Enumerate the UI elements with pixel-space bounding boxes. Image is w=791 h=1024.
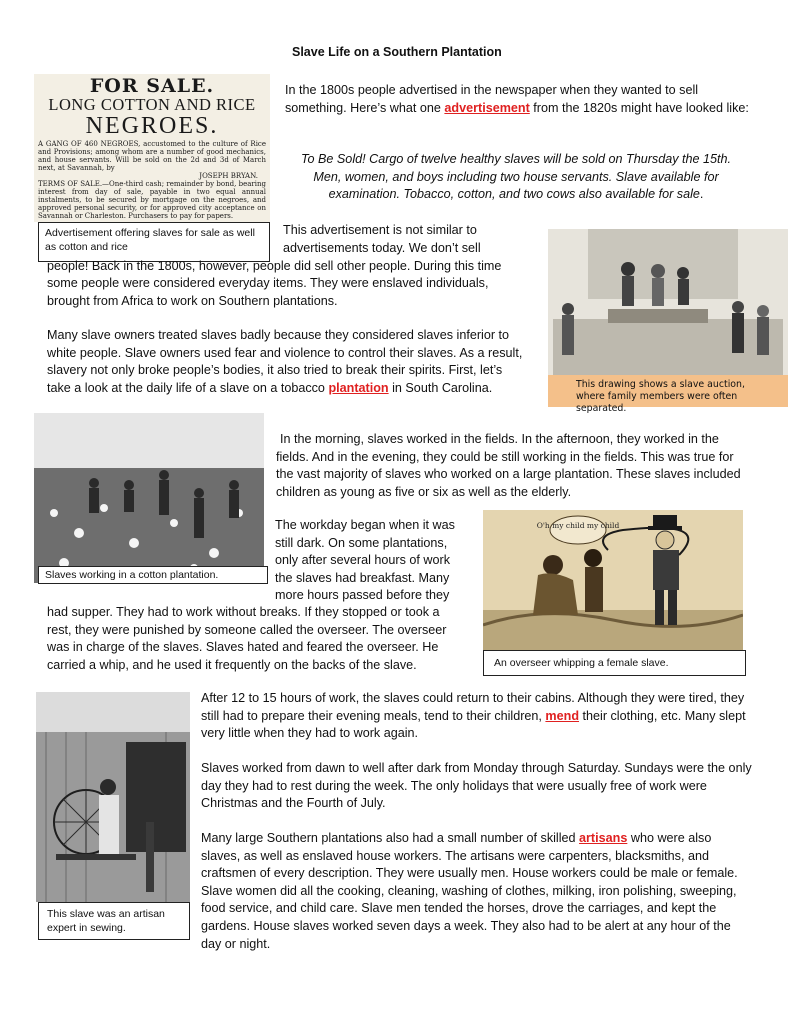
para4-line7: rest, they were punished by someone called the overseer. The overseer xyxy=(47,623,447,637)
ad-caption: Advertisement offering slaves for sale as well as cotton and rice xyxy=(38,222,270,262)
slave-auction-image xyxy=(548,229,788,375)
ad-quote xyxy=(292,151,740,204)
para4-line2: still dark. On some plantations, xyxy=(275,536,448,550)
para2-text-before: Many slave owners treated slaves badly because they considered slaves inferior to white people. Slave owners used fear and violence to control their slaves. As a result, slavery not only broke people’s bodies, it also tried to break their spirits. First, let’s take a look at the daily life of a slave on a tobacco xyxy=(47,328,523,395)
para4-line6: had supper. They had to work without breaks. If they stopped or took a xyxy=(47,605,440,619)
para1-line3: people! Back in the 1800s, however, people did sell other people. During this time xyxy=(47,259,502,273)
para4-line4: the slaves had breakfast. Many xyxy=(275,571,450,585)
vocab-plantation[interactable]: plantation xyxy=(328,380,389,395)
overseer-caption: An overseer whipping a female slave. xyxy=(483,650,746,676)
poster-body-2: TERMS OF SALE.—One-third cash; remainder by bond, bearing interest from day of sale, payable in two equal annual instalments, to be secured by mortgage on the negroes, and approved personal security, or for approved city acceptance on Savannah or Charleston. Purchasers to pay for papers. xyxy=(38,180,266,220)
para3: In the morning, slaves worked in the fields. In the afternoon, they worked in the fields. And in the evening, they could be still working in the fields. This was true for the vast majority of slaves who worked on a large plantation. These slaves included children as young as five or six as well as the elderly. xyxy=(276,432,741,499)
poster-heading-1: FOR SALE. xyxy=(89,75,215,97)
para5-text-after: their clothing, etc. Many slept very little when they had to work again. xyxy=(201,708,746,741)
speech-bubble-text: O'h my child my child xyxy=(536,521,620,530)
para2 xyxy=(47,327,525,397)
auction-caption: This drawing shows a slave auction, where family members were often separated. xyxy=(548,375,788,407)
para5 xyxy=(201,690,754,743)
para4-line9: carried a whip, and he used it frequently on the backs of the slave. xyxy=(47,658,417,672)
overseer-drawing xyxy=(483,510,743,650)
artisan-sewing-photo xyxy=(36,692,190,902)
cotton-caption: Slaves working in a cotton plantation. xyxy=(38,566,268,584)
para7-text-after: who were also slaves, as well as enslaved house workers. The artisans were carpenters, blacksmiths, and craftsmen of every description. They were usually men. House workers could be male or female. Slave women did all the cooking, cleaning, washing of clothes, milking, iron polishing, sweeping, food service, and child care. Slave men tended the horses, drove the carriages, and kept the gardens. House slaves worked seven days a week. They also had to be alert at any hour of the day or night. xyxy=(201,831,738,951)
para4-line1: The workday began when it was xyxy=(275,518,455,532)
para7 xyxy=(201,830,754,953)
para1-line4: some people were considered everyday items. They were enslaved individuals, xyxy=(47,276,489,290)
ad-quote-end: . xyxy=(699,187,704,202)
ad-quote-text: To Be Sold! Cargo of twelve healthy slaves will be sold on Thursday the 15th. Men, women, and boys including two house servants. Slave available for examination. Tobacco, cotton, and two cows also available for sale xyxy=(300,152,732,202)
for-sale-poster-image xyxy=(34,74,270,222)
page-title: Slave Life on a Southern Plantation xyxy=(292,45,502,59)
poster-heading-3: NEGROES. xyxy=(85,113,219,139)
para5-text-before: After 12 to 15 hours of work, the slaves could return to their cabins. Although they were tired, they still had to prepare their evening meals, tend to their children, xyxy=(201,691,745,723)
vocab-advertisement[interactable]: advertisement xyxy=(444,100,530,115)
para6: Slaves worked from dawn to well after dark from Monday through Saturday. Sundays were the only day they had to rest during the week. The only holidays that were usually free of work were Christmas and the Fourth of July. xyxy=(201,761,752,811)
para1-line2: advertisements today. We don’t sell xyxy=(283,241,481,255)
poster-body-1: A GANG OF 460 NEGROES, accustomed to the culture of Rice and Provisions; among whom are a number of good mechanics, and house servants. Will be sold on the 2d and 3d of March next, at Savannah, by xyxy=(38,140,266,172)
vocab-mend[interactable]: mend xyxy=(545,708,580,723)
intro-text-before: In the 1800s people advertised in the newspaper when they wanted to sell something. Here’s what one xyxy=(285,83,699,115)
cotton-field-photo xyxy=(34,413,264,583)
para1-line5: brought from Africa to work on Southern plantations. xyxy=(47,294,338,308)
artisan-caption: This slave was an artisan expert in sewing. xyxy=(38,902,190,940)
para4-line8: was in charge of the slaves. Slaves hated and feared the overseer. He xyxy=(47,640,439,654)
intro-paragraph xyxy=(285,82,755,117)
auction-drawing xyxy=(548,229,788,375)
para4-line3: only after several hours of work xyxy=(275,553,450,567)
poster-heading-2: LONG COTTON AND RICE xyxy=(48,95,256,114)
para4-line5: more hours passed before they xyxy=(275,588,450,602)
para2-text-after: in South Carolina. xyxy=(388,380,493,395)
overseer-whipping-image xyxy=(483,510,743,650)
artisan-drawing xyxy=(36,692,190,902)
vocab-artisans[interactable]: artisans xyxy=(579,831,628,845)
cotton-field-drawing xyxy=(34,413,264,583)
intro-text-after: from the 1820s might have looked like: xyxy=(529,100,749,115)
para1-line1: This advertisement is not similar to xyxy=(283,223,477,237)
para7-text-before: Many large Southern plantations also had a small number of skilled xyxy=(201,831,580,845)
poster-signer: JOSEPH BRYAN. xyxy=(199,172,258,180)
